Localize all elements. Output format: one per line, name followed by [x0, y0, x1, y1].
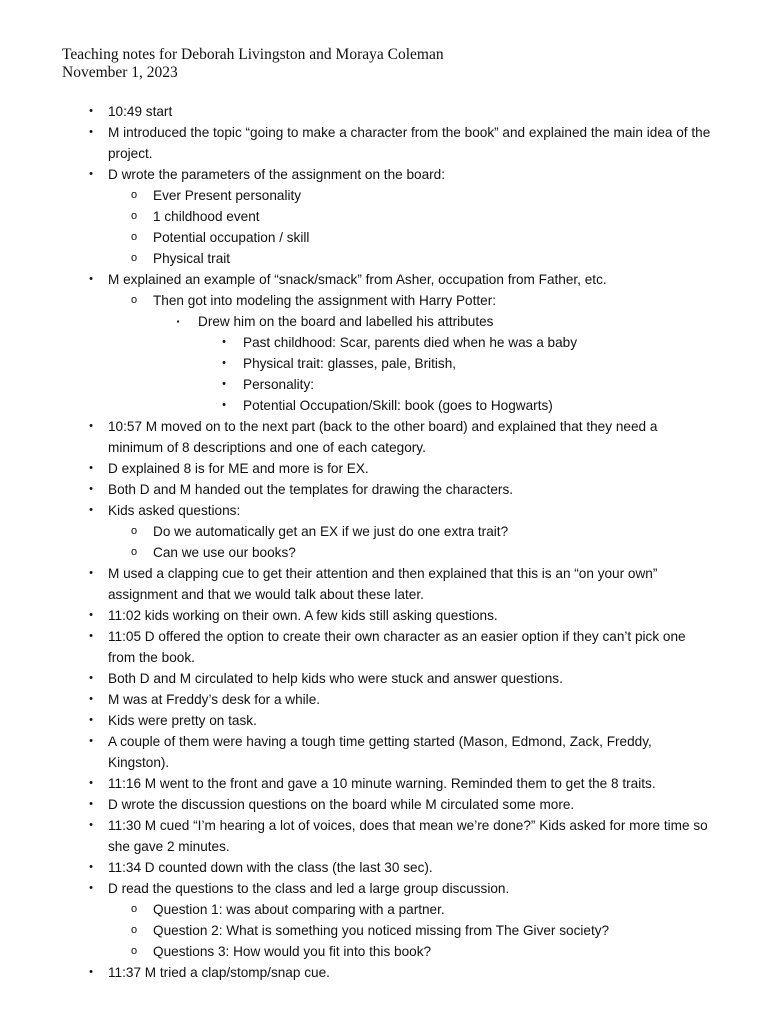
list-item — [0, 500, 768, 521]
list-item-text: Physical trait — [153, 251, 231, 266]
list-item-text: D explained 8 is for ME and more is for EX. — [108, 461, 369, 476]
list-item — [0, 164, 768, 185]
bullet-icon: o — [130, 210, 138, 222]
list-item-text: M explained an example of “snack/smack” from Asher, occupation from Father, etc. — [108, 272, 607, 287]
list-item-text: Physical trait: glasses, pale, British, — [243, 356, 457, 371]
list-item — [0, 206, 768, 227]
list-item — [0, 815, 768, 857]
bullet-icon: o — [130, 189, 138, 201]
list-item-text: Question 2: What is something you noticed missing from The Giver society? — [153, 923, 610, 938]
bullet-icon: ▪ — [176, 317, 180, 326]
list-item — [0, 605, 768, 626]
list-item-text: Kids were pretty on task. — [108, 713, 257, 728]
list-item — [0, 689, 768, 710]
list-item-text: 11:16 M went to the front and gave a 10 minute warning. Reminded them to get the 8 traits. — [108, 776, 656, 791]
bullet-icon: o — [130, 546, 138, 558]
list-item — [0, 332, 768, 353]
bullet-icon: • — [89, 105, 93, 117]
document-header — [62, 46, 444, 82]
bullet-icon: • — [89, 861, 93, 873]
list-item — [0, 353, 768, 374]
bullet-icon: • — [222, 336, 226, 348]
list-item — [0, 185, 768, 206]
list-item — [0, 941, 768, 962]
list-item-text: Potential Occupation/Skill: book (goes to Hogwarts) — [243, 398, 553, 413]
bullet-icon: o — [130, 525, 138, 537]
list-item-text: 11:05 D offered the option to create their own character as an easier option if they can’t pick one from the book. — [108, 629, 686, 665]
list-item — [0, 626, 768, 668]
list-item-text: 11:37 M tried a clap/stomp/snap cue. — [108, 965, 330, 980]
list-item-text: Potential occupation / skill — [153, 230, 310, 245]
list-item — [0, 962, 768, 983]
bullet-icon: o — [130, 231, 138, 243]
list-item-text: M used a clapping cue to get their attention and then explained that this is an “on your own” assignment and that we would talk about these later. — [108, 566, 658, 602]
bullet-icon: • — [89, 168, 93, 180]
list-item-text: Kids asked questions: — [108, 503, 241, 518]
bullet-icon: • — [89, 672, 93, 684]
bullet-icon: • — [89, 420, 93, 432]
list-item — [0, 878, 768, 899]
list-item — [0, 563, 768, 605]
list-item-text: 10:57 M moved on to the next part (back to the other board) and explained that they need a minimum of 8 descriptions and one of each category. — [108, 419, 658, 455]
bullet-icon: o — [130, 924, 138, 936]
bullet-icon: • — [89, 882, 93, 894]
list-item-text: 1 childhood event — [153, 209, 260, 224]
list-item-text: D read the questions to the class and led a large group discussion. — [108, 881, 510, 896]
list-item — [0, 416, 768, 458]
bullet-icon: • — [89, 693, 93, 705]
bullet-icon: o — [130, 252, 138, 264]
list-item — [0, 542, 768, 563]
bullet-icon: o — [130, 294, 138, 306]
bullet-icon: • — [89, 630, 93, 642]
notes-list — [0, 101, 768, 983]
list-item-text: Question 1: was about comparing with a partner. — [153, 902, 445, 917]
list-item — [0, 101, 768, 122]
list-item — [0, 731, 768, 773]
list-item-text: Ever Present personality — [153, 188, 302, 203]
bullet-icon: o — [130, 945, 138, 957]
list-item-text: A couple of them were having a tough time getting started (Mason, Edmond, Zack, Freddy, Kingston). — [108, 734, 652, 770]
list-item — [0, 857, 768, 878]
list-item — [0, 521, 768, 542]
bullet-icon: • — [89, 609, 93, 621]
list-item-text: Questions 3: How would you fit into this book? — [153, 944, 432, 959]
list-item-text: 11:30 M cued “I’m hearing a lot of voices, does that mean we’re done?” Kids asked for more time so she gave 2 minutes. — [108, 818, 708, 854]
bullet-icon: • — [89, 504, 93, 516]
list-item — [0, 668, 768, 689]
list-item — [0, 248, 768, 269]
list-item — [0, 227, 768, 248]
list-item-text: M introduced the topic “going to make a character from the book” and explained the main idea of the project. — [108, 125, 711, 161]
bullet-icon: • — [89, 819, 93, 831]
list-item — [0, 374, 768, 395]
bullet-icon: • — [89, 735, 93, 747]
bullet-icon: • — [89, 126, 93, 138]
list-item-text: Then got into modeling the assignment with Harry Potter: — [153, 293, 497, 308]
bullet-icon: • — [89, 714, 93, 726]
list-item-text: Both D and M handed out the templates for drawing the characters. — [108, 482, 514, 497]
list-item — [0, 899, 768, 920]
bullet-icon: • — [89, 462, 93, 474]
list-item — [0, 794, 768, 815]
list-item — [0, 311, 768, 332]
list-item-text: Do we automatically get an EX if we just do one extra trait? — [153, 524, 509, 539]
bullet-icon: • — [89, 483, 93, 495]
list-item-text: Drew him on the board and labelled his attributes — [198, 314, 494, 329]
list-item — [0, 773, 768, 794]
list-item — [0, 458, 768, 479]
document-date: November 1, 2023 — [62, 64, 178, 81]
list-item-text: Both D and M circulated to help kids who were stuck and answer questions. — [108, 671, 563, 686]
list-item-text: Can we use our books? — [153, 545, 296, 560]
list-item — [0, 290, 768, 311]
list-item — [0, 920, 768, 941]
bullet-icon: o — [130, 903, 138, 915]
list-item — [0, 269, 768, 290]
bullet-icon: • — [89, 777, 93, 789]
list-item-text: 10:49 start — [108, 104, 173, 119]
list-item — [0, 395, 768, 416]
bullet-icon: • — [89, 966, 93, 978]
bullet-icon: • — [89, 273, 93, 285]
list-item-text: D wrote the discussion questions on the board while M circulated some more. — [108, 797, 575, 812]
list-item — [0, 710, 768, 731]
bullet-icon: • — [222, 357, 226, 369]
list-item — [0, 479, 768, 500]
list-item — [0, 122, 768, 164]
bullet-icon: • — [89, 567, 93, 579]
document-title: Teaching notes for Deborah Livingston and Moraya Coleman — [62, 46, 444, 63]
list-item-text: Past childhood: Scar, parents died when he was a baby — [243, 335, 578, 350]
list-item-text: Personality: — [243, 377, 315, 392]
bullet-icon: • — [89, 798, 93, 810]
bullet-icon: • — [222, 378, 226, 390]
list-item-text: 11:02 kids working on their own. A few kids still asking questions. — [108, 608, 498, 623]
bullet-icon: • — [222, 399, 226, 411]
list-item-text: M was at Freddy’s desk for a while. — [108, 692, 321, 707]
list-item-text: 11:34 D counted down with the class (the last 30 sec). — [108, 860, 433, 875]
list-item-text: D wrote the parameters of the assignment on the board: — [108, 167, 446, 182]
